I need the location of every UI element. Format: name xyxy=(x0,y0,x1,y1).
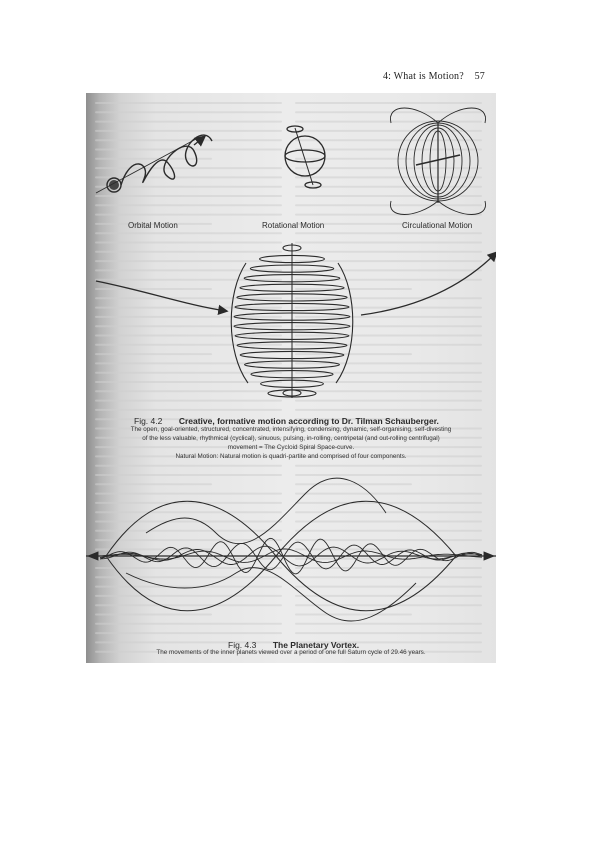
circulational-motion-diagram xyxy=(390,108,485,215)
fig-4-2-number: Fig. 4.2 xyxy=(134,416,163,426)
rotational-motion-label: Rotational Motion xyxy=(262,221,325,230)
fig-4-2-illustration xyxy=(86,93,496,663)
fig-4-3-number: Fig. 4.3 xyxy=(228,640,257,650)
fig-4-2-title: Creative, formative motion according to Dr. Tilman Schauberger. xyxy=(178,416,439,426)
circulational-motion-label: Circulational Motion xyxy=(402,221,473,230)
fig-4-2-caption-line: Natural Motion: Natural motion is quadri-partite and comprised of four components. xyxy=(175,453,407,460)
page-number: 57 xyxy=(474,71,485,82)
orbital-motion-label: Orbital Motion xyxy=(128,221,178,230)
running-header xyxy=(383,71,485,82)
rotational-motion-diagram xyxy=(285,126,325,188)
fig-4-2-caption-line: The open, goal-oriented, structured, concentrated, intensifying, condensing, dynamic, self-organising, self-divesting xyxy=(130,426,452,433)
fig-4-3-title: The Planetary Vortex. xyxy=(272,640,360,650)
orbital-motion-diagram xyxy=(96,135,212,193)
fig-4-2-caption-line: movement = The Cycloid Spiral Space-curve. xyxy=(227,444,355,451)
planetary-vortex-diagram xyxy=(86,478,496,621)
scanned-page xyxy=(86,93,496,663)
cycloid-spiral-globe xyxy=(96,243,496,398)
fig-4-3-caption-line: The movements of the inner planets viewed over a period of one full Saturn cycle of 29.46 years. xyxy=(156,649,426,656)
fig-4-2-caption-line: of the less valuable, rhythmical (cyclical), sinuous, pulsing, in-rolling, centripetal (and out-rolling centrifugal) xyxy=(142,435,440,442)
chapter-title: 4: What is Motion? xyxy=(382,71,464,82)
